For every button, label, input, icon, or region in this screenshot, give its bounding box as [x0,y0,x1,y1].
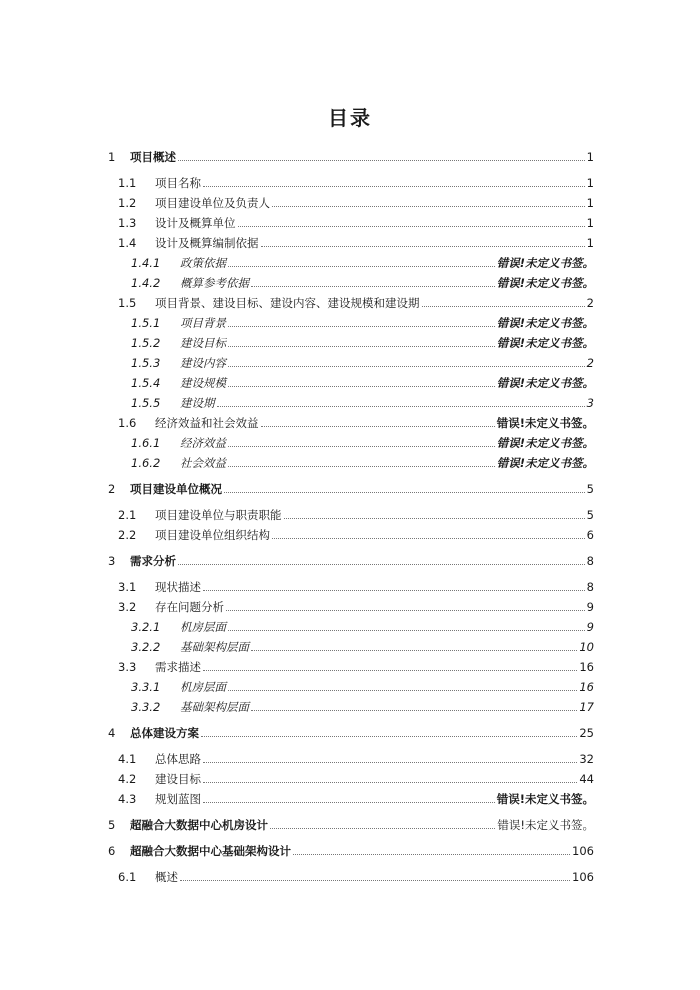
toc-entry-number: 4.2 [118,772,137,786]
toc-entry-title: 项目建设单位与职责职能 [155,508,282,522]
toc-entry-body [155,508,594,522]
toc-entry-title: 机房层面 [180,680,226,694]
toc-entry[interactable] [0,453,700,473]
toc-leader-dots [201,736,577,737]
toc-entry-page: 错误!未定义书签。 [496,336,594,350]
toc-leader-dots [180,880,570,881]
toc-entry-page: 16 [579,660,594,674]
toc-entry-number: 1.5 [118,296,137,310]
toc-entry-number: 3.1 [118,580,137,594]
toc-entry-number: 5 [108,818,116,832]
toc-entry[interactable] [0,677,700,697]
toc-entry-number: 2.1 [118,508,137,522]
toc-leader-dots [228,446,495,447]
toc-leader-dots [261,426,495,427]
toc-entry[interactable] [0,193,700,213]
toc-entry-number: 1.5.1 [131,316,161,330]
toc-entry-number: 1.5.3 [131,356,161,370]
toc-entry-body [130,482,594,496]
toc-entry-number: 4 [108,726,116,740]
toc-entry-number: 1.4.2 [131,276,161,290]
toc-entry-page: 1 [586,236,594,250]
toc-entry-body [180,396,594,410]
toc-entry-title: 项目概述 [130,150,176,164]
toc-entry[interactable] [0,867,700,887]
toc-entry-title: 设计及概算编制依据 [155,236,259,250]
toc-leader-dots [203,590,585,591]
toc-entry-body [180,700,594,714]
toc-leader-dots [178,160,585,161]
toc-entry-title: 超融合大数据中心机房设计 [130,818,268,832]
toc-entry-body [130,844,594,858]
toc-entry-title: 建设目标 [180,336,226,350]
toc-entry[interactable] [0,841,700,861]
toc-leader-dots [203,802,495,803]
toc-entry-page: 错误!未定义书签。 [496,792,594,806]
toc-entry[interactable] [0,413,700,433]
toc-entry[interactable] [0,723,700,743]
toc-entry-title: 社会效益 [180,456,226,470]
toc-entry-number: 1.2 [118,196,137,210]
toc-entry-body [130,818,594,832]
toc-entry-page: 32 [579,752,594,766]
toc-entry-body [130,150,594,164]
toc-entry-title: 需求描述 [155,660,201,674]
toc-entry-number: 6.1 [118,870,137,884]
toc-leader-dots [228,466,495,467]
toc-entry-number: 2.2 [118,528,137,542]
toc-leader-dots [272,538,585,539]
toc-entry-page: 5 [586,482,594,496]
toc-leader-dots [422,306,585,307]
toc-entry-number: 1.6 [118,416,137,430]
toc-leader-dots [238,226,585,227]
toc-leader-dots [251,650,577,651]
toc-entry[interactable] [0,769,700,789]
toc-entry-number: 1 [108,150,116,164]
toc-entry-title: 经济效益 [180,436,226,450]
toc-entry-body [155,416,594,430]
toc-entry-number: 1.6.2 [131,456,161,470]
toc-leader-dots [228,326,495,327]
toc-entry-page: 1 [586,216,594,230]
toc-leader-dots [228,386,495,387]
toc-entry[interactable] [0,577,700,597]
toc-entry-page: 1 [586,196,594,210]
toc-entry[interactable] [0,353,700,373]
toc-entry-number: 1.5.5 [131,396,161,410]
toc-entry-body [180,680,594,694]
toc-entry[interactable] [0,749,700,769]
toc-entry-page: 6 [586,528,594,542]
toc-entry-body [155,580,594,594]
toc-entry-page: 错误!未定义书签。 [496,456,594,470]
toc-entry-body [180,456,594,470]
toc-entry-body [180,276,594,290]
toc-entry-page: 2 [586,296,594,310]
toc-entry-body [155,196,594,210]
toc-entry-number: 3 [108,554,116,568]
toc-entry[interactable] [0,815,700,835]
toc-entry-title: 基础架构层面 [180,640,249,654]
toc-entry[interactable] [0,393,700,413]
toc-entry-body [155,176,594,190]
toc-entry-body [155,528,594,542]
toc-leader-dots [284,518,585,519]
toc-entry-number: 6 [108,844,116,858]
toc-entry-title: 总体建设方案 [130,726,199,740]
toc-leader-dots [226,610,585,611]
toc-entry-title: 概算参考依据 [180,276,249,290]
toc-entry-title: 存在问题分析 [155,600,224,614]
toc-entry[interactable] [0,373,700,393]
toc-entry-number: 1.1 [118,176,137,190]
toc-leader-dots [217,406,585,407]
toc-entry-page: 9 [586,600,594,614]
toc-entry-number: 3.2 [118,600,137,614]
toc-entry[interactable] [0,551,700,571]
toc-entry-body [180,640,594,654]
toc-entry-page: 9 [586,620,594,634]
toc-entry-page: 错误!未定义书签。 [496,276,594,290]
toc-entry[interactable] [0,479,700,499]
toc-entry-page: 106 [572,870,594,884]
toc-leader-dots [270,828,495,829]
toc-entry-title: 总体思路 [155,752,201,766]
toc-entry-page: 106 [572,844,594,858]
toc-entry-title: 规划蓝图 [155,792,201,806]
toc-entry[interactable] [0,333,700,353]
toc-leader-dots [228,630,585,631]
toc-entry-page: 3 [586,396,594,410]
toc-entry-body [180,316,594,330]
toc-leader-dots [272,206,585,207]
toc-entry-page: 错误!未定义书签。 [496,416,594,430]
toc-leader-dots [293,854,570,855]
toc-leader-dots [178,564,585,565]
toc-entry-body [155,752,594,766]
toc-entry-title: 建设目标 [155,772,201,786]
toc-leader-dots [251,286,495,287]
toc-leader-dots [203,782,577,783]
toc-entry-body [130,554,594,568]
toc-entry-page: 2 [586,356,594,370]
toc-entry-page: 8 [586,580,594,594]
toc-entry-title: 项目建设单位及负责人 [155,196,270,210]
toc-entry[interactable] [0,213,700,233]
toc-entry-page: 错误!未定义书签。 [496,436,594,450]
table-of-contents [0,147,700,887]
toc-entry-body [180,620,594,634]
toc-entry-body [155,870,594,884]
toc-entry-body [155,660,594,674]
toc-leader-dots [228,366,585,367]
toc-entry-body [180,376,594,390]
toc-leader-dots [224,492,585,493]
toc-entry-number: 1.3 [118,216,137,230]
toc-entry-number: 1.4.1 [131,256,161,270]
toc-entry[interactable] [0,147,700,167]
toc-entry-page: 错误!未定义书签。 [496,316,594,330]
toc-entry-number: 3.2.2 [131,640,161,654]
toc-entry-page: 8 [586,554,594,568]
toc-entry-page: 10 [579,640,594,654]
toc-leader-dots [203,762,577,763]
toc-entry-title: 建设内容 [180,356,226,370]
toc-entry[interactable] [0,313,700,333]
toc-entry-title: 项目建设单位组织结构 [155,528,270,542]
toc-entry-number: 1.5.2 [131,336,161,350]
toc-entry-body [180,256,594,270]
toc-entry-title: 项目背景 [180,316,226,330]
toc-entry-number: 1.6.1 [131,436,161,450]
toc-entry-body [130,726,594,740]
toc-entry-body [180,356,594,370]
toc-entry[interactable] [0,637,700,657]
toc-entry[interactable] [0,657,700,677]
toc-entry-body [155,772,594,786]
toc-entry-title: 经济效益和社会效益 [155,416,259,430]
toc-entry-page: 错误!未定义书签。 [496,256,594,270]
toc-entry-number: 3.3 [118,660,137,674]
toc-entry[interactable] [0,505,700,525]
toc-entry[interactable] [0,525,700,545]
toc-entry-number: 4.3 [118,792,137,806]
toc-entry-body [155,236,594,250]
toc-entry-page: 25 [579,726,594,740]
toc-entry-title: 概述 [155,870,178,884]
toc-leader-dots [203,186,585,187]
toc-entry-title: 项目名称 [155,176,201,190]
toc-entry[interactable] [0,273,700,293]
toc-entry-title: 政策依据 [180,256,226,270]
page-title: 目录 [328,106,372,130]
toc-entry-body [180,436,594,450]
toc-entry[interactable] [0,597,700,617]
toc-entry-body [155,600,594,614]
toc-entry-number: 3.3.1 [131,680,161,694]
toc-leader-dots [251,710,577,711]
toc-entry-number: 3.3.2 [131,700,161,714]
toc-entry-number: 1.5.4 [131,376,161,390]
toc-entry-page: 错误!未定义书签。 [497,818,594,832]
toc-entry-body [155,792,594,806]
toc-leader-dots [261,246,585,247]
toc-entry[interactable] [0,789,700,809]
toc-entry-number: 4.1 [118,752,137,766]
toc-entry-title: 机房层面 [180,620,226,634]
toc-entry[interactable] [0,433,700,453]
toc-entry-number: 1.4 [118,236,137,250]
toc-entry[interactable] [0,293,700,313]
toc-entry-title: 需求分析 [130,554,176,568]
toc-leader-dots [228,346,495,347]
toc-entry-page: 1 [586,150,594,164]
toc-entry-title: 建设期 [180,396,215,410]
toc-entry[interactable] [0,173,700,193]
toc-entry[interactable] [0,253,700,273]
toc-entry-body [180,336,594,350]
toc-entry-body [155,216,594,230]
toc-leader-dots [228,266,495,267]
toc-entry-number: 2 [108,482,116,496]
toc-entry-page: 44 [579,772,594,786]
toc-entry-title: 基础架构层面 [180,700,249,714]
toc-entry-title: 项目背景、建设目标、建设内容、建设规模和建设期 [155,296,420,310]
toc-entry-title: 设计及概算单位 [155,216,236,230]
toc-entry-page: 16 [579,680,594,694]
toc-entry-body [155,296,594,310]
toc-entry-title: 建设规模 [180,376,226,390]
toc-entry[interactable] [0,617,700,637]
toc-entry-page: 1 [586,176,594,190]
toc-leader-dots [203,670,577,671]
toc-entry-title: 超融合大数据中心基础架构设计 [130,844,291,858]
toc-entry[interactable] [0,697,700,717]
toc-entry-title: 项目建设单位概况 [130,482,222,496]
toc-entry-title: 现状描述 [155,580,201,594]
toc-entry-page: 错误!未定义书签。 [496,376,594,390]
toc-entry-page: 17 [579,700,594,714]
toc-entry-page: 5 [586,508,594,522]
toc-entry-number: 3.2.1 [131,620,161,634]
toc-entry[interactable] [0,233,700,253]
toc-leader-dots [228,690,577,691]
